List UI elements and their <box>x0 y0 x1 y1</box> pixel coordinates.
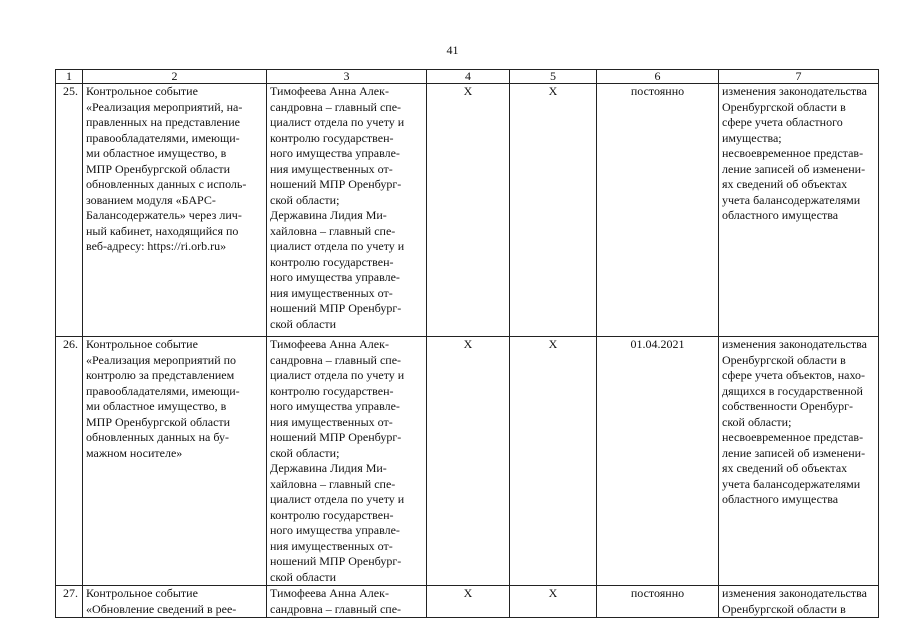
text-line: учета балансодержателями <box>722 476 861 491</box>
text-line: Контрольное событие <box>86 586 198 600</box>
header-row <box>56 70 879 84</box>
text-line: обновленных данных на бу- <box>86 430 229 444</box>
table-row <box>56 337 879 586</box>
text-line: мажном носителе» <box>86 445 183 460</box>
text-line: ния имущественных от- <box>270 538 393 553</box>
text-line: ношений МПР Оренбург- <box>270 177 402 191</box>
text-line: контролю государствен- <box>270 507 394 522</box>
header-cell: 4 <box>427 70 510 84</box>
text-line: Оренбургской области в <box>722 352 846 367</box>
text-line: ного имущества управле- <box>270 523 400 537</box>
text-line: ской области; <box>722 414 792 429</box>
text-line: несвоевременное представ- <box>722 430 864 444</box>
text-line: «Реализация мероприятий, на- <box>86 99 243 114</box>
header-cell: 5 <box>510 70 597 84</box>
text-line: «Обновление сведений в рее- <box>86 601 237 616</box>
text-line: изменения законодательства <box>722 84 867 98</box>
text-line: хайловна – главный спе- <box>270 223 396 238</box>
text-line: ской области; <box>270 445 340 460</box>
text-line: ской области <box>270 569 337 584</box>
table-row <box>56 586 879 618</box>
responsible-cell <box>267 337 427 586</box>
text-line: контролю государствен- <box>270 254 394 269</box>
text-line: сандровна – главный спе- <box>270 601 402 616</box>
col4-cell: Х <box>427 586 510 618</box>
risks-cell <box>719 337 879 586</box>
plan-table <box>55 69 879 618</box>
text-line: МПР Оренбургской области <box>86 414 231 429</box>
text-line: ношений МПР Оренбург- <box>270 430 402 444</box>
text-line: циалист отдела по учету и <box>270 368 405 382</box>
text-line: ях сведений об объектах <box>722 177 848 191</box>
text-line: ния имущественных от- <box>270 161 393 176</box>
text-line: ный кабинет, находящийся по <box>86 223 239 238</box>
row-number: 26. <box>56 337 83 586</box>
col5-cell: Х <box>510 337 597 586</box>
text-line: сфере учета областного <box>722 115 843 129</box>
row-number: 25. <box>56 84 83 337</box>
text-line: изменения законодательства <box>722 337 867 351</box>
text-line: хайловна – главный спе- <box>270 476 396 491</box>
header-cell: 7 <box>719 70 879 84</box>
deadline-cell: постоянно <box>597 84 719 337</box>
text-line: Тимофеева Анна Алек- <box>270 84 389 98</box>
text-line: контролю государствен- <box>270 130 394 145</box>
col5-cell: Х <box>510 84 597 337</box>
text-line: веб-адресу: https://ri.orb.ru» <box>86 239 227 253</box>
text-line: зованием модуля «БАРС- <box>86 192 216 207</box>
text-line: ми областное имущество, в <box>86 146 227 160</box>
text-line: ния имущественных от- <box>270 285 393 300</box>
text-line: обновленных данных с исполь- <box>86 177 247 191</box>
text-line: сандровна – главный спе- <box>270 352 402 367</box>
text-line: ния имущественных от- <box>270 414 393 429</box>
text-line: Державина Лидия Ми- <box>270 208 387 222</box>
text-line: имущества; <box>722 130 782 145</box>
text-line: ми областное имущество, в <box>86 399 227 413</box>
header-cell: 3 <box>267 70 427 84</box>
text-line: Оренбургской области в <box>722 601 846 616</box>
header-cell: 6 <box>597 70 719 84</box>
text-line: циалист отдела по учету и <box>270 239 405 253</box>
text-line: Тимофеева Анна Алек- <box>270 586 389 600</box>
text-line: ской области; <box>270 192 340 207</box>
header-cell: 2 <box>83 70 267 84</box>
col4-cell: Х <box>427 84 510 337</box>
deadline-cell: 01.04.2021 <box>597 337 719 586</box>
text-line: «Реализация мероприятий по <box>86 352 237 367</box>
text-line: Контрольное событие <box>86 84 198 98</box>
text-line: ного имущества управле- <box>270 270 400 284</box>
text-line: ление записей об изменени- <box>722 445 866 460</box>
header-cell: 1 <box>56 70 83 84</box>
text-line: изменения законодательства <box>722 586 867 600</box>
risks-cell <box>719 586 879 618</box>
text-line: правленных на представление <box>86 115 240 129</box>
col4-cell: Х <box>427 337 510 586</box>
text-line: циалист отдела по учету и <box>270 492 405 506</box>
text-line: областного имущества <box>722 492 839 506</box>
text-line: правообладателями, имеющи- <box>86 383 240 398</box>
text-line: учета балансодержателями <box>722 192 861 207</box>
text-line: ях сведений об объектах <box>722 461 848 475</box>
text-line: ношений МПР Оренбург- <box>270 301 402 315</box>
event-cell <box>83 84 267 337</box>
text-line: ской области <box>270 316 337 331</box>
text-line: МПР Оренбургской области <box>86 161 231 176</box>
text-line: Державина Лидия Ми- <box>270 461 387 475</box>
text-line: областного имущества <box>722 208 839 222</box>
event-cell <box>83 337 267 586</box>
col5-cell: Х <box>510 586 597 618</box>
text-line: Тимофеева Анна Алек- <box>270 337 389 351</box>
text-line: ношений МПР Оренбург- <box>270 554 402 568</box>
text-line: контролю государствен- <box>270 383 394 398</box>
deadline-cell: постоянно <box>597 586 719 618</box>
text-line: контролю за представлением <box>86 368 235 382</box>
text-line: дящихся в государственной <box>722 383 863 398</box>
row-number: 27. <box>56 586 83 618</box>
text-line: ного имущества управле- <box>270 146 400 160</box>
event-cell <box>83 586 267 618</box>
table-row <box>56 84 879 337</box>
text-line: собственности Оренбург- <box>722 399 854 413</box>
responsible-cell <box>267 586 427 618</box>
text-line: сфере учета объектов, нахо- <box>722 368 866 382</box>
text-line: Оренбургской области в <box>722 99 846 114</box>
text-line: сандровна – главный спе- <box>270 99 402 114</box>
text-line: ного имущества управле- <box>270 399 400 413</box>
text-line: Балансодержатель» через лич- <box>86 208 242 222</box>
text-line: ление записей об изменени- <box>722 161 866 176</box>
risks-cell <box>719 84 879 337</box>
text-line: несвоевременное представ- <box>722 146 864 160</box>
text-line: правообладателями, имеющи- <box>86 130 240 145</box>
text-line: Контрольное событие <box>86 337 198 351</box>
page-number: 41 <box>446 43 459 57</box>
responsible-cell <box>267 84 427 337</box>
text-line: циалист отдела по учету и <box>270 115 405 129</box>
